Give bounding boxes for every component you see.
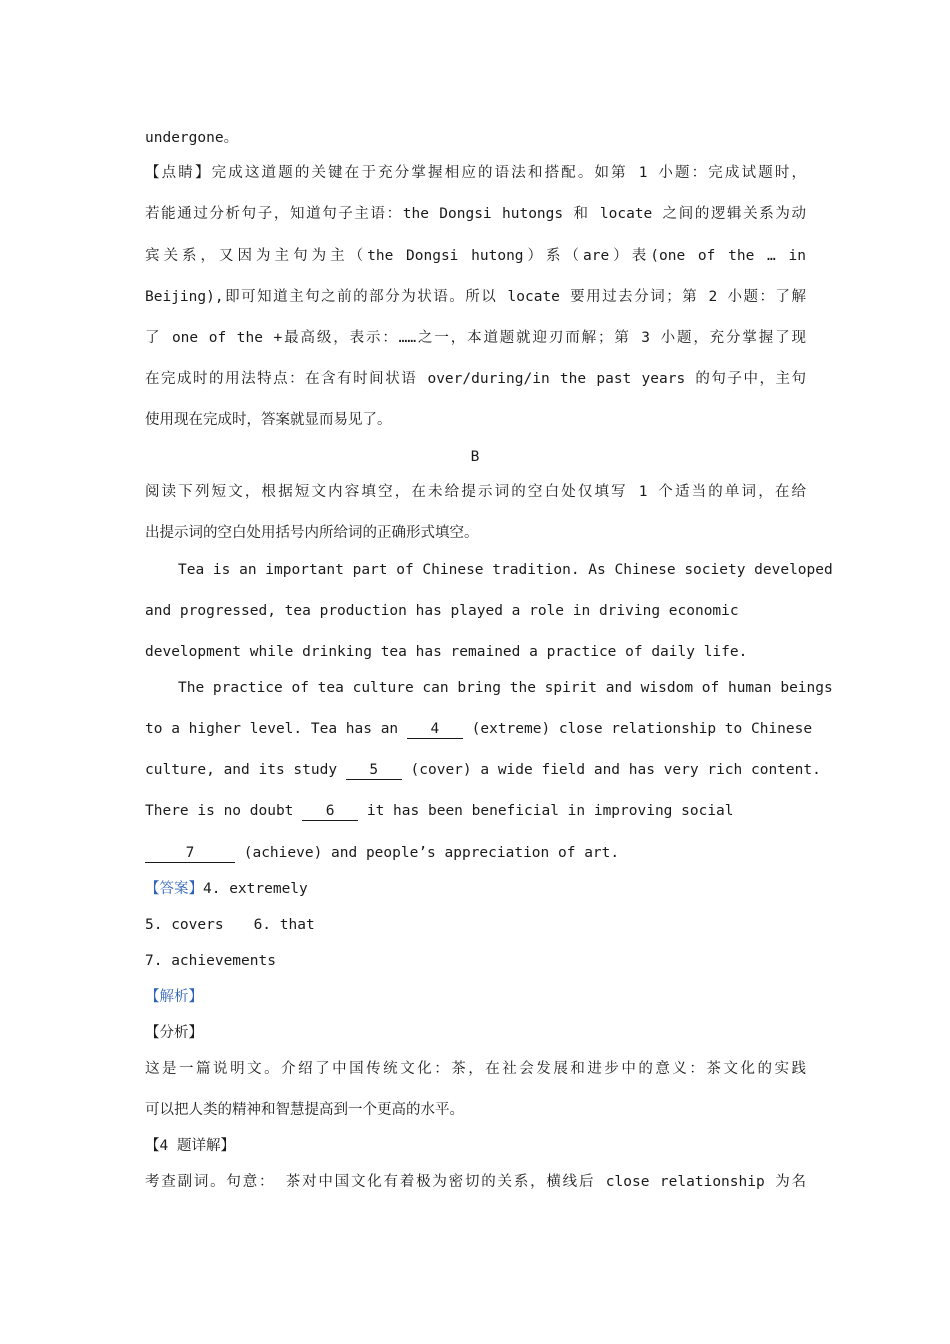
passage-line: Tea is an important part of Chinese tradition. As Chinese society developed: [178, 562, 833, 578]
blank-4: 4: [407, 721, 463, 739]
answer-5: 5. covers: [145, 917, 224, 933]
passage-text: (achieve) and people’s appreciation of art.: [235, 845, 620, 861]
tip-line: 宾关系，又因为主句为主（the Dongsi hutong）系（are）表(one of the … in: [145, 248, 806, 264]
blank-7: 7: [145, 845, 235, 863]
q4-label: 【4 题详解】: [145, 1138, 235, 1154]
tip-line: 了 one of the +最高级，表示：……之一，本道题就迎刃而解；第 3 小题，充分掌握了现: [145, 330, 806, 346]
analysis-label: 【解析】: [145, 989, 203, 1005]
passage-line: and progressed, tea production has played a role in driving economic: [145, 603, 739, 619]
answer-7: 7. achievements: [145, 953, 276, 969]
tip-line: Beijing),即可知道主句之前的部分为状语。所以 locate 要用过去分词；第 2 小题：了解: [145, 289, 806, 305]
tip-text: 完成这道题的关键在于充分掌握相应的语法和搭配。如第 1 小题：完成试题时，: [211, 165, 807, 181]
answer-label: 【答案】: [145, 881, 203, 897]
blank-5: 5: [346, 762, 402, 780]
passage-line: [145, 719, 812, 739]
tip-line: 若能通过分析句子，知道句子主语：the Dongsi hutongs 和 locate 之间的逻辑关系为动: [145, 206, 806, 222]
passage-line: The practice of tea culture can bring the spirit and wisdom of human beings: [178, 680, 833, 696]
tip-label: 【点睛】: [145, 165, 212, 181]
passage-text: to a higher level. Tea has an: [145, 721, 407, 737]
passage-line: development while drinking tea has remained a practice of daily life.: [145, 644, 748, 660]
passage-text: (extreme) close relationship to Chinese: [462, 721, 813, 737]
passage-text: culture, and its study: [145, 762, 346, 778]
tip-line: 使用现在完成时，答案就显而易见了。: [145, 412, 392, 428]
analysis-sub-label: 【分析】: [145, 1025, 203, 1041]
answer-line: [145, 915, 315, 935]
answer-4: 4. extremely: [203, 881, 308, 897]
passage-line: [145, 760, 821, 780]
passage-line: [145, 843, 619, 863]
text-line: undergone。: [145, 130, 239, 146]
answer-line: [145, 879, 308, 899]
answer-6: 6. that: [253, 917, 315, 933]
passage-text: (cover) a wide field and has very rich content.: [401, 762, 821, 778]
instruction-line: 阅读下列短文，根据短文内容填空，在未给提示词的空白处仅填写 1 个适当的单词，在给: [145, 484, 806, 500]
summary-line: 可以把人类的精神和智慧提高到一个更高的水平。: [145, 1102, 464, 1118]
blank-6: 6: [302, 803, 358, 821]
tip-line: [145, 163, 806, 183]
section-letter: B: [470, 449, 480, 465]
q4-explanation: 考查副词。句意： 茶对中国文化有着极为密切的关系，横线后 close relationship 为名: [145, 1174, 806, 1190]
summary-line: 这是一篇说明文。介绍了中国传统文化：茶，在社会发展和进步中的意义：茶文化的实践: [145, 1061, 806, 1077]
passage-text: it has been beneficial in improving social: [358, 803, 734, 819]
passage-text: There is no doubt: [145, 803, 303, 819]
passage-line: [145, 801, 734, 821]
instruction-line: 出提示词的空白处用括号内所给词的正确形式填空。: [145, 525, 479, 541]
tip-line: 在完成时的用法特点：在含有时间状语 over/during/in the past years 的句子中，主句: [145, 371, 806, 387]
